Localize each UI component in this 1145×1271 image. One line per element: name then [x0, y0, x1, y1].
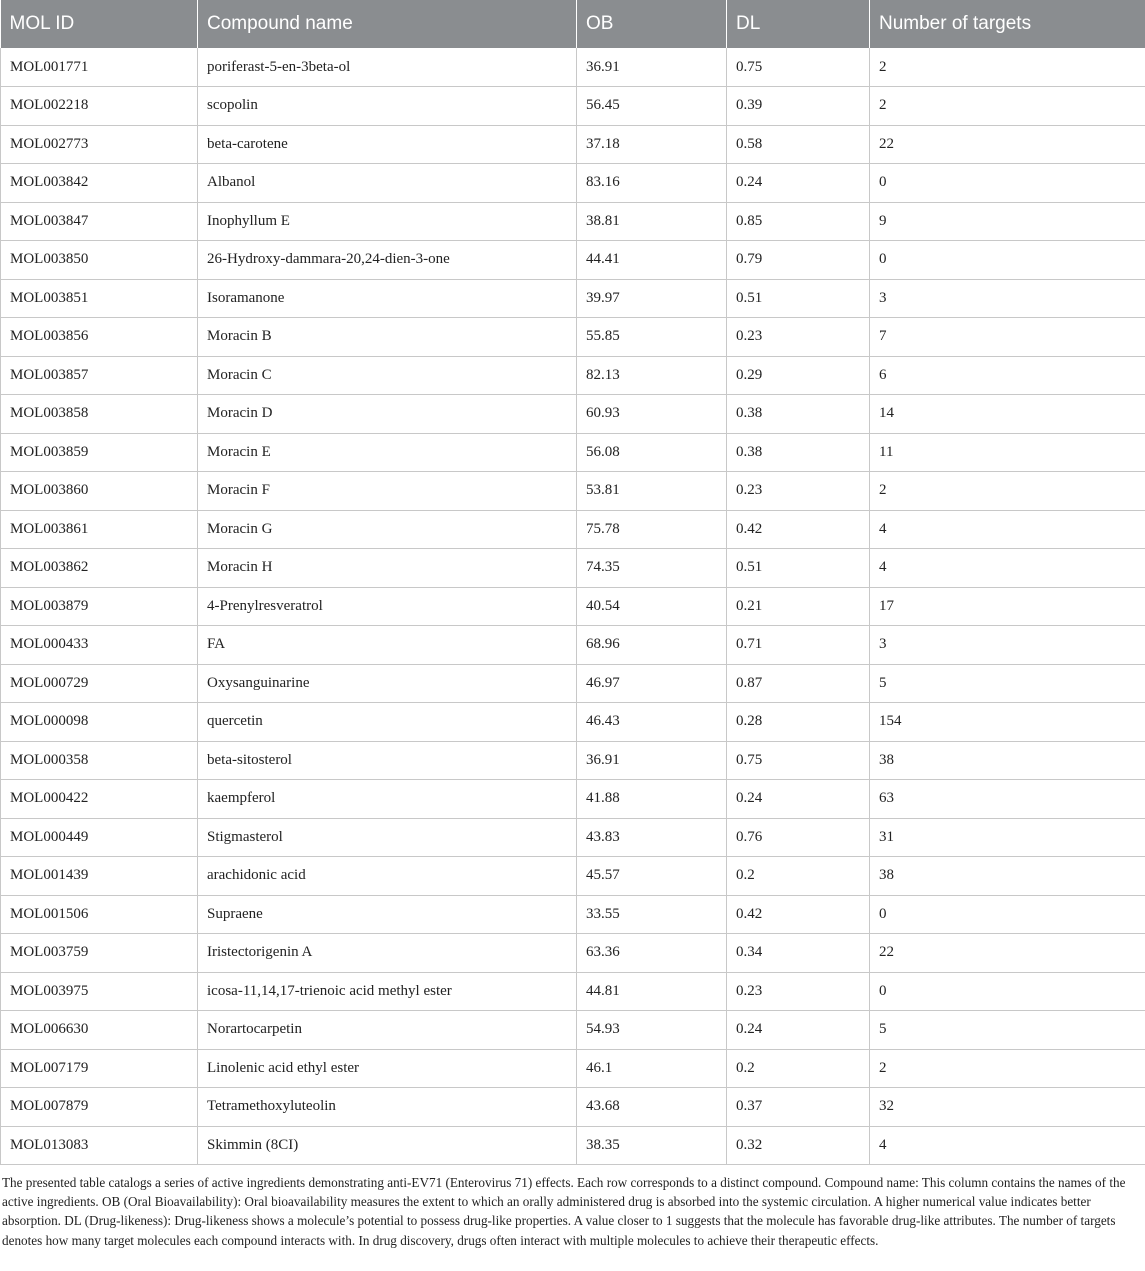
- cell-number-of-targets: 32: [870, 1088, 1145, 1127]
- cell-number-of-targets: 38: [870, 741, 1145, 780]
- header-row: [1, 0, 1145, 48]
- cell-dl: 0.71: [727, 626, 870, 665]
- cell-ob: 60.93: [577, 395, 727, 434]
- cell-ob: 83.16: [577, 164, 727, 203]
- cell-mol-id: MOL003858: [1, 395, 198, 434]
- cell-number-of-targets: 7: [870, 318, 1145, 357]
- header-number-of-targets: Number of targets: [870, 0, 1145, 48]
- cell-mol-id: MOL003759: [1, 934, 198, 973]
- cell-number-of-targets: 6: [870, 356, 1145, 395]
- cell-compound-name: Albanol: [198, 164, 577, 203]
- cell-ob: 33.55: [577, 895, 727, 934]
- cell-dl: 0.51: [727, 279, 870, 318]
- cell-mol-id: MOL003847: [1, 202, 198, 241]
- cell-ob: 53.81: [577, 472, 727, 511]
- table-row: [1, 741, 1145, 780]
- cell-ob: 46.97: [577, 664, 727, 703]
- cell-mol-id: MOL000433: [1, 626, 198, 665]
- cell-dl: 0.38: [727, 433, 870, 472]
- cell-number-of-targets: 63: [870, 780, 1145, 819]
- cell-number-of-targets: 2: [870, 472, 1145, 511]
- cell-number-of-targets: 3: [870, 626, 1145, 665]
- cell-compound-name: Inophyllum E: [198, 202, 577, 241]
- cell-ob: 36.91: [577, 48, 727, 87]
- cell-compound-name: icosa-11,14,17-trienoic acid methyl ester: [198, 972, 577, 1011]
- cell-ob: 43.83: [577, 818, 727, 857]
- cell-dl: 0.23: [727, 972, 870, 1011]
- table-row: [1, 241, 1145, 280]
- cell-number-of-targets: 38: [870, 857, 1145, 896]
- cell-dl: 0.24: [727, 164, 870, 203]
- cell-number-of-targets: 31: [870, 818, 1145, 857]
- cell-compound-name: Moracin B: [198, 318, 577, 357]
- table-row: [1, 1088, 1145, 1127]
- cell-mol-id: MOL003851: [1, 279, 198, 318]
- cell-ob: 40.54: [577, 587, 727, 626]
- table-row: [1, 125, 1145, 164]
- cell-dl: 0.24: [727, 780, 870, 819]
- cell-number-of-targets: 5: [870, 1011, 1145, 1050]
- cell-number-of-targets: 14: [870, 395, 1145, 434]
- table-row: [1, 1126, 1145, 1165]
- cell-ob: 54.93: [577, 1011, 727, 1050]
- cell-compound-name: Skimmin (8CI): [198, 1126, 577, 1165]
- table-row: [1, 48, 1145, 87]
- cell-dl: 0.23: [727, 318, 870, 357]
- table-row: [1, 433, 1145, 472]
- table-row: [1, 934, 1145, 973]
- cell-compound-name: Supraene: [198, 895, 577, 934]
- table-row: [1, 972, 1145, 1011]
- cell-compound-name: beta-sitosterol: [198, 741, 577, 780]
- table-row: [1, 472, 1145, 511]
- cell-number-of-targets: 4: [870, 549, 1145, 588]
- cell-mol-id: MOL003975: [1, 972, 198, 1011]
- cell-number-of-targets: 0: [870, 972, 1145, 1011]
- cell-mol-id: MOL003861: [1, 510, 198, 549]
- cell-mol-id: MOL003860: [1, 472, 198, 511]
- cell-ob: 44.41: [577, 241, 727, 280]
- table-header: [1, 0, 1145, 48]
- cell-compound-name: scopolin: [198, 87, 577, 126]
- cell-number-of-targets: 22: [870, 125, 1145, 164]
- table-row: [1, 164, 1145, 203]
- cell-compound-name: Norartocarpetin: [198, 1011, 577, 1050]
- cell-ob: 63.36: [577, 934, 727, 973]
- table-row: [1, 510, 1145, 549]
- table-row: [1, 1011, 1145, 1050]
- cell-compound-name: 4-Prenylresveratrol: [198, 587, 577, 626]
- cell-mol-id: MOL007179: [1, 1049, 198, 1088]
- cell-compound-name: Moracin D: [198, 395, 577, 434]
- cell-number-of-targets: 5: [870, 664, 1145, 703]
- table-row: [1, 587, 1145, 626]
- table-row: [1, 202, 1145, 241]
- cell-dl: 0.76: [727, 818, 870, 857]
- cell-dl: 0.38: [727, 395, 870, 434]
- table-row: [1, 895, 1145, 934]
- table-footnote: The presented table catalogs a series of active ingredients demonstrating anti-EV71 (Enterovirus 71) effects. Each row corresponds to a distinct compound. Compound name: This column contains the names of the active ingredients. OB (Oral Bioavailability): Oral bioavailability measures the extent to which an orally administered drug is absorbed into the systemic circulation. A higher numerical value indicates better absorption. DL (Drug-likeness): Drug-likeness shows a molecule’s potential to possess drug-like properties. A value closer to 1 suggests that the molecule has favorable drug-like attributes. The number of targets denotes how many target molecules each compound interacts with. In drug discovery, drugs often interact with multiple molecules to achieve their therapeutic effects.: [2, 1175, 1126, 1248]
- header-dl: DL: [727, 0, 870, 48]
- cell-mol-id: MOL000729: [1, 664, 198, 703]
- header-mol-id: MOL ID: [9, 13, 75, 34]
- cell-compound-name: 26-Hydroxy-dammara-20,24-dien-3-one: [198, 241, 577, 280]
- cell-mol-id: MOL006630: [1, 1011, 198, 1050]
- cell-ob: 37.18: [577, 125, 727, 164]
- cell-dl: 0.87: [727, 664, 870, 703]
- cell-number-of-targets: 2: [870, 1049, 1145, 1088]
- cell-mol-id: MOL003879: [1, 587, 198, 626]
- cell-number-of-targets: 154: [870, 703, 1145, 742]
- cell-compound-name: poriferast-5-en-3beta-ol: [198, 48, 577, 87]
- cell-mol-id: MOL000098: [1, 703, 198, 742]
- cell-compound-name: Iristectorigenin A: [198, 934, 577, 973]
- cell-mol-id: MOL003859: [1, 433, 198, 472]
- table-row: [1, 279, 1145, 318]
- cell-compound-name: Moracin H: [198, 549, 577, 588]
- cell-dl: 0.21: [727, 587, 870, 626]
- cell-dl: 0.75: [727, 741, 870, 780]
- cell-number-of-targets: 0: [870, 241, 1145, 280]
- table-row: [1, 703, 1145, 742]
- table-row: [1, 1049, 1145, 1088]
- table-row: [1, 664, 1145, 703]
- table-row: [1, 626, 1145, 665]
- cell-mol-id: MOL003857: [1, 356, 198, 395]
- cell-number-of-targets: 3: [870, 279, 1145, 318]
- header-ob: OB: [577, 0, 727, 48]
- cell-dl: 0.34: [727, 934, 870, 973]
- cell-number-of-targets: 0: [870, 164, 1145, 203]
- cell-ob: 41.88: [577, 780, 727, 819]
- cell-number-of-targets: 9: [870, 202, 1145, 241]
- header-compound-name: Compound name: [198, 0, 577, 48]
- cell-ob: 46.1: [577, 1049, 727, 1088]
- cell-ob: 36.91: [577, 741, 727, 780]
- cell-ob: 38.35: [577, 1126, 727, 1165]
- cell-ob: 75.78: [577, 510, 727, 549]
- cell-ob: 45.57: [577, 857, 727, 896]
- cell-dl: 0.24: [727, 1011, 870, 1050]
- cell-mol-id: MOL000358: [1, 741, 198, 780]
- cell-dl: 0.42: [727, 510, 870, 549]
- cell-number-of-targets: 0: [870, 895, 1145, 934]
- cell-ob: 46.43: [577, 703, 727, 742]
- cell-mol-id: MOL001439: [1, 857, 198, 896]
- cell-ob: 56.08: [577, 433, 727, 472]
- table-body: [1, 48, 1145, 1165]
- cell-mol-id: MOL000422: [1, 780, 198, 819]
- cell-compound-name: beta-carotene: [198, 125, 577, 164]
- cell-mol-id: MOL013083: [1, 1126, 198, 1165]
- cell-ob: 38.81: [577, 202, 727, 241]
- cell-dl: 0.2: [727, 857, 870, 896]
- cell-mol-id: MOL003850: [1, 241, 198, 280]
- cell-ob: 82.13: [577, 356, 727, 395]
- cell-compound-name: Tetramethoxyluteolin: [198, 1088, 577, 1127]
- cell-mol-id: MOL003842: [1, 164, 198, 203]
- table-row: [1, 87, 1145, 126]
- cell-compound-name: arachidonic acid: [198, 857, 577, 896]
- table-row: [1, 857, 1145, 896]
- cell-dl: 0.28: [727, 703, 870, 742]
- cell-dl: 0.85: [727, 202, 870, 241]
- cell-ob: 74.35: [577, 549, 727, 588]
- cell-number-of-targets: 11: [870, 433, 1145, 472]
- cell-dl: 0.37: [727, 1088, 870, 1127]
- table-row: [1, 356, 1145, 395]
- cell-dl: 0.51: [727, 549, 870, 588]
- cell-ob: 44.81: [577, 972, 727, 1011]
- cell-ob: 68.96: [577, 626, 727, 665]
- cell-mol-id: MOL003856: [1, 318, 198, 357]
- cell-number-of-targets: 4: [870, 1126, 1145, 1165]
- cell-compound-name: Oxysanguinarine: [198, 664, 577, 703]
- cell-compound-name: kaempferol: [198, 780, 577, 819]
- cell-ob: 43.68: [577, 1088, 727, 1127]
- cell-compound-name: Linolenic acid ethyl ester: [198, 1049, 577, 1088]
- cell-dl: 0.75: [727, 48, 870, 87]
- cell-compound-name: quercetin: [198, 703, 577, 742]
- table-row: [1, 395, 1145, 434]
- cell-dl: 0.79: [727, 241, 870, 280]
- cell-compound-name: Moracin E: [198, 433, 577, 472]
- cell-number-of-targets: 4: [870, 510, 1145, 549]
- cell-ob: 55.85: [577, 318, 727, 357]
- cell-mol-id: MOL001506: [1, 895, 198, 934]
- table-row: [1, 780, 1145, 819]
- cell-mol-id: MOL002773: [1, 125, 198, 164]
- cell-dl: 0.23: [727, 472, 870, 511]
- cell-dl: 0.2: [727, 1049, 870, 1088]
- cell-number-of-targets: 17: [870, 587, 1145, 626]
- cell-dl: 0.42: [727, 895, 870, 934]
- cell-number-of-targets: 22: [870, 934, 1145, 973]
- cell-dl: 0.29: [727, 356, 870, 395]
- cell-number-of-targets: 2: [870, 48, 1145, 87]
- cell-mol-id: MOL002218: [1, 87, 198, 126]
- cell-compound-name: Moracin C: [198, 356, 577, 395]
- cell-ob: 56.45: [577, 87, 727, 126]
- cell-dl: 0.58: [727, 125, 870, 164]
- cell-compound-name: FA: [198, 626, 577, 665]
- table-row: [1, 818, 1145, 857]
- table-row: [1, 549, 1145, 588]
- cell-compound-name: Moracin G: [198, 510, 577, 549]
- cell-dl: 0.39: [727, 87, 870, 126]
- cell-number-of-targets: 2: [870, 87, 1145, 126]
- cell-mol-id: MOL001771: [1, 48, 198, 87]
- cell-mol-id: MOL000449: [1, 818, 198, 857]
- cell-ob: 39.97: [577, 279, 727, 318]
- cell-compound-name: Stigmasterol: [198, 818, 577, 857]
- cell-mol-id: MOL007879: [1, 1088, 198, 1127]
- cell-compound-name: Moracin F: [198, 472, 577, 511]
- cell-mol-id: MOL003862: [1, 549, 198, 588]
- cell-compound-name: Isoramanone: [198, 279, 577, 318]
- table-row: [1, 318, 1145, 357]
- cell-dl: 0.32: [727, 1126, 870, 1165]
